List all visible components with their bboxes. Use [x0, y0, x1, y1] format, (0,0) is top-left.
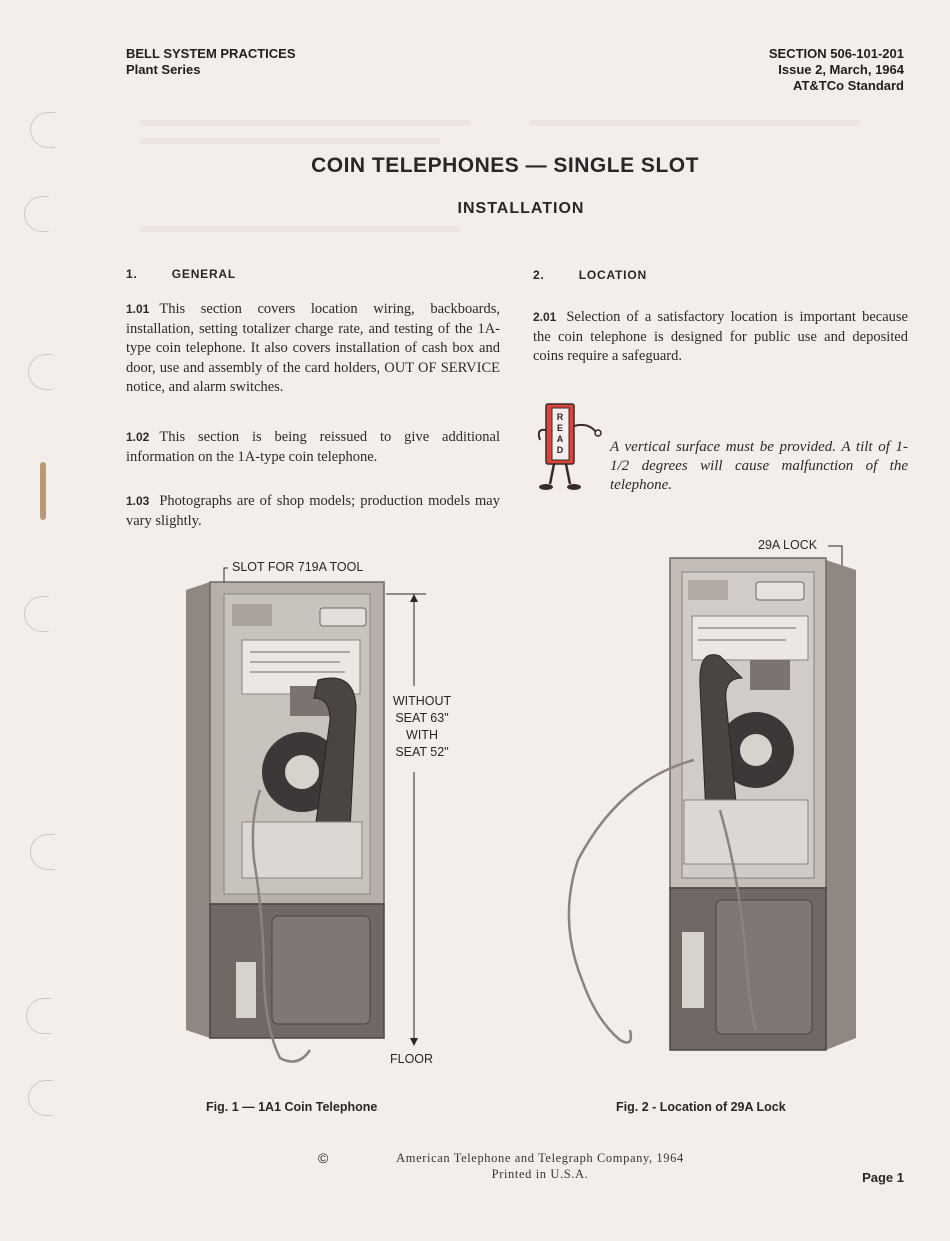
svg-text:R: R [556, 412, 564, 422]
paragraph-2-01 [533, 308, 908, 367]
page-number: Page 1 [862, 1170, 904, 1185]
paragraph-text: Photographs are of shop models; production models may vary slightly. [126, 493, 500, 529]
section-title: LOCATION [578, 268, 647, 282]
with-label: WITH [406, 728, 438, 742]
section-number: 2. [533, 268, 545, 282]
figure-1-caption: Fig. 1 — 1A1 Coin Telephone [206, 1100, 378, 1114]
section-location-heading [533, 268, 647, 282]
bleed-through [140, 138, 440, 144]
read-book-icon [530, 400, 610, 496]
binder-hole [30, 112, 55, 148]
without-label: WITHOUT [392, 694, 452, 708]
lock-label: 29A LOCK [758, 538, 818, 552]
bleed-through [530, 120, 860, 126]
paragraph-1-02 [126, 428, 500, 467]
document-title: COIN TELEPHONES — SINGLE SLOT [311, 154, 699, 177]
caution-note: A vertical surface must be provided. A tilt of 1-1/2 degrees will cause malfunction of the telephone. [610, 439, 908, 493]
floor-label: FLOOR [390, 1052, 434, 1066]
header-left [126, 46, 296, 78]
paragraph-number: 2.01 [533, 310, 557, 324]
coin-telephone-1a1-figure [180, 560, 450, 1080]
copyright-line: American Telephone and Telegraph Company, 1964 [396, 1151, 684, 1165]
bleed-through [140, 120, 470, 126]
issue-date: Issue 2, March, 1964 [778, 62, 904, 77]
bleed-through [140, 226, 460, 232]
svg-text:D: D [556, 445, 564, 455]
copyright-symbol: © [318, 1150, 329, 1166]
paragraph-text: This section is being reissued to give additional information on the 1A-type coin telephone. [126, 429, 500, 465]
binder-hole [30, 834, 55, 870]
binder-hole [28, 1080, 53, 1116]
document-subtitle: INSTALLATION [457, 200, 585, 217]
paragraph-number: 1.03 [126, 494, 150, 508]
paragraph-text: This section covers location wiring, backboards, installation, setting totalizer charge rate, and testing of the 1A-type coin telephone. It also covers installation of cash box and door, use and assembly of the card holders, OUT OF SERVICE notice, and alarm switches. [126, 301, 500, 395]
binder-hole [26, 998, 51, 1034]
slot-label: SLOT FOR 719A TOOL [232, 560, 364, 574]
coin-telephone-29a-lock-figure [560, 540, 890, 1060]
binder-hole [24, 596, 49, 632]
svg-text:E: E [556, 423, 564, 433]
without-seat-height: SEAT 63" [395, 711, 449, 725]
standard-label: AT&TCo Standard [793, 78, 904, 93]
paragraph-number: 1.02 [126, 430, 150, 444]
paragraph-text: Selection of a satisfactory location is important because the coin telephone is designed for public use and deposited coins require a safeguard. [533, 309, 908, 364]
section-number: SECTION 506-101-201 [768, 46, 904, 61]
paragraph-1-03 [126, 492, 500, 531]
section-general-heading [126, 267, 236, 281]
paragraph-number: 1.01 [126, 302, 150, 316]
printed-in-line: Printed in U.S.A. [491, 1167, 589, 1181]
publication-name: BELL SYSTEM PRACTICES [126, 46, 296, 61]
header-right [769, 46, 904, 94]
series-name: Plant Series [126, 62, 201, 77]
with-seat-height: SEAT 52" [395, 745, 449, 759]
figure-2-caption: Fig. 2 - Location of 29A Lock [616, 1100, 786, 1114]
paragraph-1-01 [126, 300, 500, 398]
binder-hole [28, 354, 53, 390]
svg-text:A: A [556, 434, 564, 444]
copyright-notice [320, 1150, 760, 1182]
section-number: 1. [126, 267, 138, 281]
height-dimension-label [386, 693, 458, 761]
tape-mark [40, 462, 46, 520]
section-title: GENERAL [171, 267, 237, 281]
